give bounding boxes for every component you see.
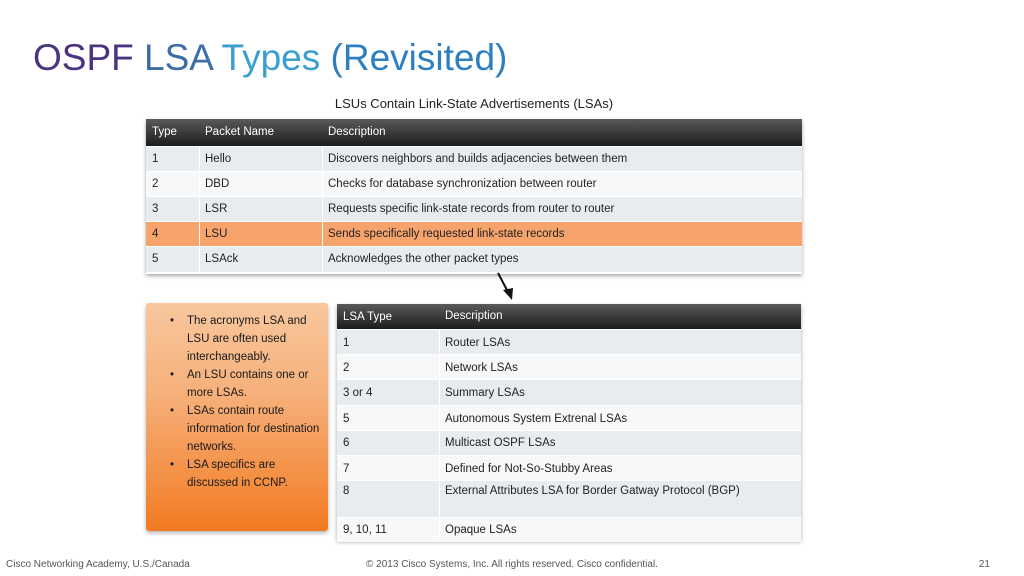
note-line: information for destination — [187, 423, 320, 435]
list-item — [164, 456, 324, 492]
list-item — [164, 402, 324, 456]
row-packet-name: LSAck — [205, 253, 239, 265]
row-description: Network LSAs — [445, 362, 518, 374]
table-row — [337, 329, 801, 354]
notes-list — [164, 312, 324, 492]
header-description: Description — [328, 126, 386, 138]
row-description: Router LSAs — [445, 337, 511, 349]
lsu-table-caption: LSUs Contain Link-State Advertisements (LSAs) — [334, 96, 614, 111]
row-description: Opaque LSAs — [445, 524, 517, 536]
note-line: interchangeably. — [187, 351, 271, 363]
footer-copyright: © 2013 Cisco Systems, Inc. All rights reserved. Cisco confidential. — [366, 559, 658, 570]
table-row — [337, 430, 801, 455]
row-type: 3 — [152, 203, 159, 215]
header-lsa-type: LSA Type — [343, 311, 393, 323]
row-description: External Attributes LSA for Border Gatway Protocol (BGP) — [445, 485, 740, 497]
row-description: Discovers neighbors and builds adjacencies between them — [328, 153, 628, 165]
title-part-ospf: OSPF — [33, 37, 134, 78]
row-packet-name: LSU — [205, 228, 228, 240]
bullet-icon: • — [170, 405, 175, 417]
row-description: Autonomous System Extrenal LSAs — [445, 413, 628, 425]
bullet-icon: • — [170, 369, 175, 381]
row-packet-name: LSR — [205, 203, 228, 215]
table-row — [337, 405, 801, 430]
list-item — [164, 312, 324, 366]
row-lsa-type: 5 — [343, 413, 350, 425]
lsu-table-header — [146, 119, 802, 146]
bullet-icon: • — [170, 315, 175, 327]
header-type: Type — [152, 126, 177, 138]
note-line: more LSAs. — [187, 387, 248, 399]
table-row — [337, 517, 801, 542]
footer-organization: Cisco Networking Academy, U.S./Canada — [6, 559, 190, 570]
lsa-table-header — [337, 304, 801, 329]
row-type: 4 — [152, 228, 159, 240]
column-divider — [439, 329, 440, 540]
table-row-highlighted — [146, 221, 802, 246]
table-row — [146, 246, 802, 272]
bullet-icon: • — [170, 459, 175, 471]
note-line: discussed in CCNP. — [187, 477, 288, 489]
row-packet-name: DBD — [205, 178, 230, 190]
row-packet-name: Hello — [205, 153, 232, 165]
header-description: Description — [445, 310, 503, 322]
row-description: Multicast OSPF LSAs — [445, 437, 556, 449]
note-line: The acronyms LSA and — [187, 315, 307, 327]
table-row — [337, 354, 801, 379]
note-line: LSU are often used — [187, 333, 287, 345]
lsa-type-table — [337, 304, 801, 540]
column-divider — [199, 146, 200, 274]
header-packet-name: Packet Name — [205, 126, 275, 138]
row-lsa-type: 2 — [343, 362, 350, 374]
row-lsa-type: 7 — [343, 463, 350, 475]
page-number: 21 — [978, 559, 990, 570]
row-lsa-type: 9, 10, 11 — [343, 524, 387, 536]
title-part-types: Types — [211, 37, 321, 78]
note-line: LSAs contain route — [187, 405, 285, 417]
row-type: 5 — [152, 253, 159, 265]
note-line: LSA specifics are — [187, 459, 276, 471]
title-part-lsa: LSA — [133, 37, 212, 78]
row-lsa-type: 8 — [343, 485, 350, 497]
note-line: networks. — [187, 441, 237, 453]
row-lsa-type: 1 — [343, 337, 350, 349]
row-type: 2 — [152, 178, 159, 190]
row-description: Checks for database synchronization between router — [328, 178, 597, 190]
table-row — [146, 196, 802, 221]
table-row — [146, 146, 802, 171]
lsu-packet-table — [146, 119, 802, 274]
row-type: 1 — [152, 153, 159, 165]
column-divider — [322, 146, 323, 274]
notes-callout — [146, 303, 328, 531]
table-row — [337, 455, 801, 480]
table-row — [337, 480, 801, 517]
table-row — [146, 171, 802, 196]
row-lsa-type: 3 or 4 — [343, 387, 373, 399]
row-lsa-type: 6 — [343, 437, 350, 449]
title-part-revisited: (Revisited) — [320, 37, 508, 78]
row-description: Sends specifically requested link-state records — [328, 228, 565, 240]
row-description: Requests specific link-state records from router to router — [328, 203, 615, 215]
note-line: An LSU contains one or — [187, 369, 309, 381]
arrow-down-icon — [494, 272, 518, 302]
list-item — [164, 366, 324, 402]
row-description: Summary LSAs — [445, 387, 525, 399]
row-description: Defined for Not-So-Stubby Areas — [445, 463, 613, 475]
row-description: Acknowledges the other packet types — [328, 253, 519, 265]
slide-title — [33, 36, 507, 80]
table-row — [337, 379, 801, 405]
